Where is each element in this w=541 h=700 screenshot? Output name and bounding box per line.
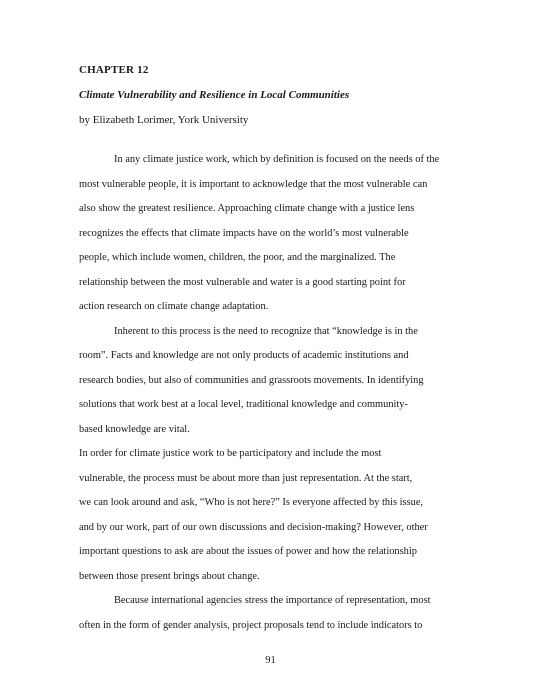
text-line: Because international agencies stress the importance of representation, most bbox=[114, 595, 431, 606]
text-line: In any climate justice work, which by definition is focused on the needs of the bbox=[114, 154, 440, 165]
text-line: important questions to ask are about the issues of power and how the relationship bbox=[79, 546, 417, 557]
body-text bbox=[79, 148, 465, 638]
author-byline: by Elizabeth Lorimer, York University bbox=[79, 114, 249, 126]
text-line: research bodies, but also of communities and grassroots movements. In identifying bbox=[79, 374, 424, 386]
text-line: most vulnerable people, it is important to acknowledge that the most vulnerable can bbox=[79, 178, 428, 190]
text-line: often in the form of gender analysis, project proposals tend to include indicators to bbox=[79, 619, 423, 631]
text-line: based knowledge are vital. bbox=[79, 423, 190, 435]
page-number: 91 bbox=[265, 655, 276, 666]
text-line: we can look around and ask, “Who is not here?” Is everyone affected by this issue, bbox=[79, 497, 424, 508]
text-line: people, which include women, children, the poor, and the marginalized. The bbox=[79, 252, 396, 263]
chapter-title: Climate Vulnerability and Resilience in Local Communities bbox=[79, 89, 350, 101]
text-line: solutions that work best at a local level, traditional knowledge and community- bbox=[79, 399, 408, 410]
text-line: Inherent to this process is the need to recognize that “knowledge is in the bbox=[114, 325, 418, 337]
text-line: In order for climate justice work to be participatory and include the most bbox=[79, 448, 382, 459]
text-line: relationship between the most vulnerable and water is a good starting point for bbox=[79, 276, 406, 288]
text-line: room”. Facts and knowledge are not only products of academic institutions and bbox=[79, 350, 409, 361]
text-line: between those present brings about change. bbox=[79, 570, 260, 582]
text-line: vulnerable, the process must be about more than just representation. At the start, bbox=[79, 472, 413, 484]
text-line: action research on climate change adaptation. bbox=[79, 301, 269, 312]
chapter-label: CHAPTER 12 bbox=[79, 64, 149, 76]
text-line: also show the greatest resilience. Approaching climate change with a justice lens bbox=[79, 203, 415, 214]
text-line: recognizes the effects that climate impacts have on the world’s most vulnerable bbox=[79, 227, 409, 239]
text-line: and by our work, part of our own discussions and decision-making? However, other bbox=[79, 521, 428, 533]
